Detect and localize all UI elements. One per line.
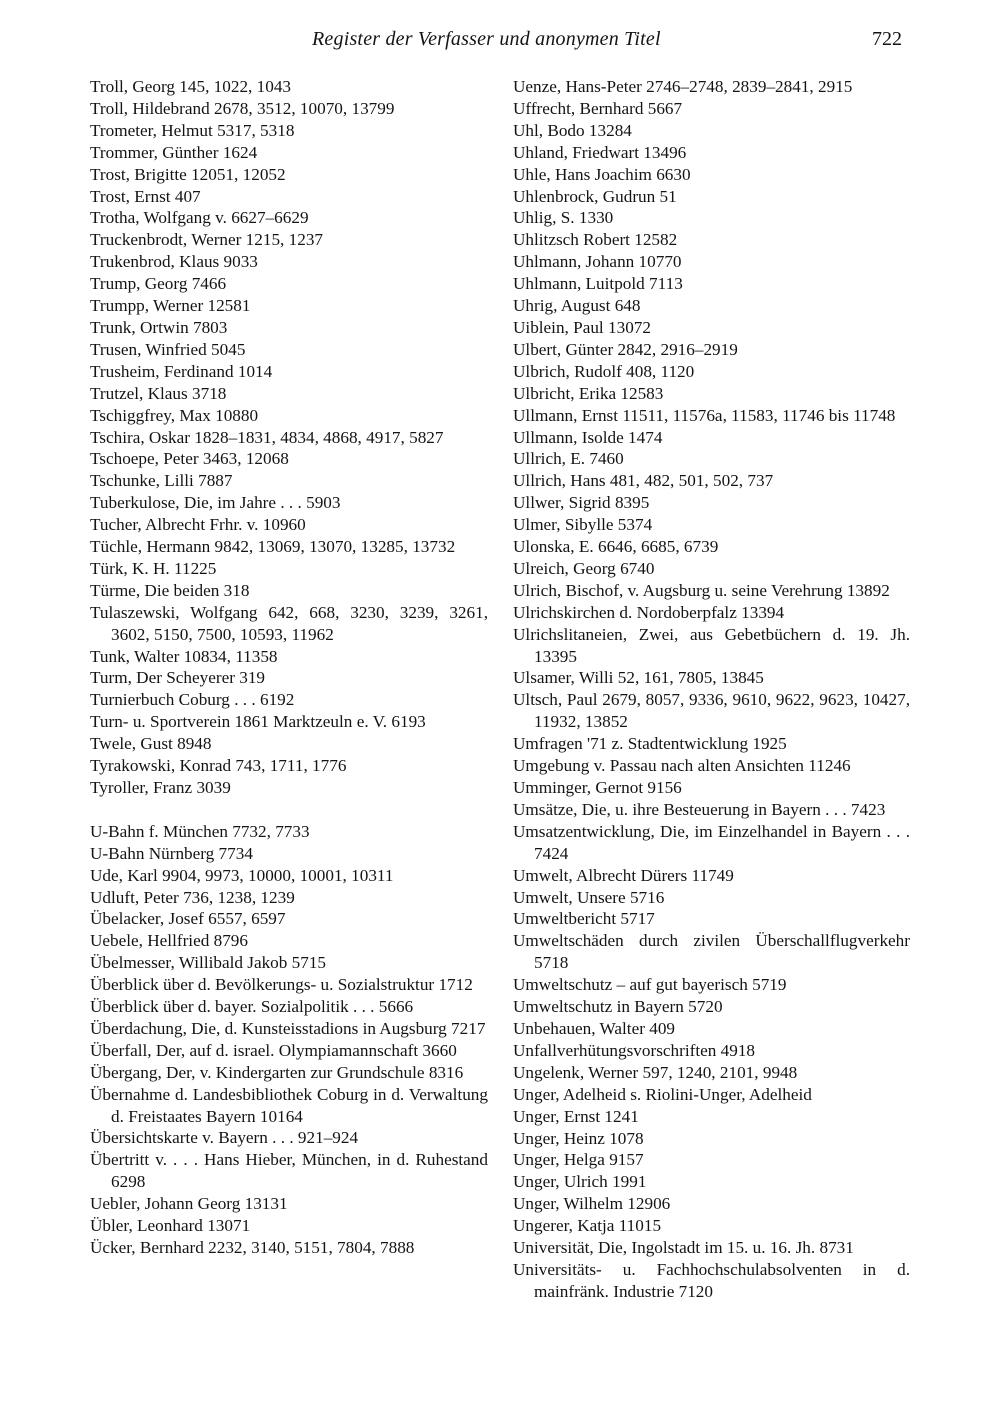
index-entry: Uhrig, August 648 xyxy=(513,296,641,316)
index-entry: U-Bahn f. München 7732, 7733 xyxy=(90,821,310,841)
index-entry: Umweltbericht 5717 xyxy=(513,909,655,929)
index-entry: Türk, K. H. 11225 xyxy=(90,558,217,578)
index-entry: Ullrich, E. 7460 xyxy=(513,449,624,469)
index-entry: Trunk, Ortwin 7803 xyxy=(90,317,228,337)
index-entry: Ungerer, Katja 11015 xyxy=(513,1216,662,1236)
index-entry: Uhlenbrock, Gudrun 51 xyxy=(513,186,677,206)
index-entry: Uhlig, S. 1330 xyxy=(513,208,614,228)
index-entry: Ulrichskirchen d. Nordoberpfalz 13394 xyxy=(513,602,785,622)
index-entry: Trost, Ernst 407 xyxy=(90,186,201,206)
right-column xyxy=(513,76,910,1303)
index-entry: Trutzel, Klaus 3718 xyxy=(90,383,227,403)
index-entry: Tschiggfrey, Max 10880 xyxy=(90,405,259,425)
page-header xyxy=(0,28,1000,58)
page-number: 722 xyxy=(872,28,902,50)
index-entry: Trumpp, Werner 12581 xyxy=(90,296,251,316)
index-entry: Unger, Adelheid s. Riolini-Unger, Adelheid xyxy=(513,1084,812,1104)
index-entry: Trotha, Wolfgang v. 6627–6629 xyxy=(90,208,309,228)
index-entry: Übelmesser, Willibald Jakob 5715 xyxy=(90,953,327,973)
index-entry: Uffrecht, Bernhard 5667 xyxy=(513,98,683,118)
index-entry: Trump, Georg 7466 xyxy=(90,274,227,294)
index-entry: Uhlitzsch Robert 12582 xyxy=(513,230,678,250)
index-entry: Troll, Hildebrand 2678, 3512, 10070, 13799 xyxy=(90,98,395,118)
index-entry: Ude, Karl 9904, 9973, 10000, 10001, 10311 xyxy=(90,865,394,885)
index-entry: U-Bahn Nürnberg 7734 xyxy=(90,843,253,863)
index-entry: Tyroller, Franz 3039 xyxy=(90,778,231,797)
index-entry: Übelacker, Josef 6557, 6597 xyxy=(90,909,286,929)
index-entry: Unbehauen, Walter 409 xyxy=(513,1018,676,1038)
index-entry: Ulmer, Sibylle 5374 xyxy=(513,515,653,535)
index-entry: Umwelt, Albrecht Dürers 11749 xyxy=(513,865,734,885)
index-entry: Ulrich, Bischof, v. Augsburg u. seine Verehrung 13892 xyxy=(513,580,890,600)
index-entry: Uebler, Johann Georg 13131 xyxy=(90,1194,288,1214)
running-title: Register der Verfasser und anonymen Titel xyxy=(312,28,661,50)
index-entry: Übertritt v. . . . Hans Hieber, München, in d. Ruhestand 6298 xyxy=(90,1150,488,1192)
index-entry: Turn- u. Sportverein 1861 Marktzeuln e. V. 6193 xyxy=(90,712,426,732)
index-entry: Ücker, Bernhard 2232, 3140, 5151, 7804, 7888 xyxy=(90,1238,415,1258)
index-entry: Tucher, Albrecht Frhr. v. 10960 xyxy=(90,515,306,535)
index-entry: Troll, Georg 145, 1022, 1043 xyxy=(90,77,292,96)
index-entry: Unger, Ernst 1241 xyxy=(513,1106,639,1126)
index-entry: Übergang, Der, v. Kindergarten zur Grundschule 8316 xyxy=(90,1062,464,1082)
index-entry: Uiblein, Paul 13072 xyxy=(513,317,651,337)
index-entry: Turnierbuch Coburg . . . 6192 xyxy=(90,690,295,710)
index-entry: Udluft, Peter 736, 1238, 1239 xyxy=(90,887,295,907)
index-entry: Umminger, Gernot 9156 xyxy=(513,778,682,797)
index-entry: Ullmann, Ernst 11511, 11576a, 11583, 11746 bis 11748 xyxy=(513,405,896,425)
index-entry: Umweltschutz in Bayern 5720 xyxy=(513,997,723,1017)
index-entry: Überdachung, Die, d. Kunsteisstadions in Augsburg 7217 xyxy=(90,1018,486,1038)
index-entry: Übersichtskarte v. Bayern . . . 921–924 xyxy=(90,1128,359,1148)
index-entry: Umsätze, Die, u. ihre Besteuerung in Bayern . . . 7423 xyxy=(513,799,886,819)
index-entry: Überblick über d. bayer. Sozialpolitik . . . 5666 xyxy=(90,997,414,1017)
index-entry: Tulaszewski, Wolfgang 642, 668, 3230, 3239, 3261, 3602, 5150, 7500, 10593, 11962 xyxy=(90,602,488,644)
index-entry: Universität, Die, Ingolstadt im 15. u. 16. Jh. 8731 xyxy=(513,1238,854,1258)
index-entry: Trusen, Winfried 5045 xyxy=(90,339,246,359)
index-entry: Unfallverhütungsvorschriften 4918 xyxy=(513,1040,756,1060)
index-entry: Umwelt, Unsere 5716 xyxy=(513,887,665,907)
index-entry: Tschunke, Lilli 7887 xyxy=(90,471,233,491)
index-entry: Ullwer, Sigrid 8395 xyxy=(513,493,650,513)
index-entry: Tunk, Walter 10834, 11358 xyxy=(90,646,278,666)
index-entry: Umweltschäden durch zivilen Überschallflugverkehr 5718 xyxy=(513,931,910,973)
index-entry: Trusheim, Ferdinand 1014 xyxy=(90,361,273,381)
index-entry: Turm, Der Scheyerer 319 xyxy=(90,668,266,688)
index-entry: Uhle, Hans Joachim 6630 xyxy=(513,164,691,184)
index-entry: Ulbert, Günter 2842, 2916–2919 xyxy=(513,339,738,359)
index-entry: Truckenbrodt, Werner 1215, 1237 xyxy=(90,230,324,250)
index-entry: Ulonska, E. 6646, 6685, 6739 xyxy=(513,537,719,557)
index-entry: Uenze, Hans-Peter 2746–2748, 2839–2841, 2915 xyxy=(513,77,853,96)
index-entry: Umfragen '71 z. Stadtentwicklung 1925 xyxy=(513,734,787,754)
index-entry: Überfall, Der, auf d. israel. Olympiamannschaft 3660 xyxy=(90,1040,457,1060)
index-entry: Uebele, Hellfried 8796 xyxy=(90,931,248,951)
index-entry: Umsatzentwicklung, Die, im Einzelhandel in Bayern . . . 7424 xyxy=(513,821,910,863)
index-entry: Ulsamer, Willi 52, 161, 7805, 13845 xyxy=(513,668,764,688)
index-entry: Übler, Leonhard 13071 xyxy=(90,1216,251,1236)
index-entry: Universitäts- u. Fachhochschulabsolventen in d. mainfränk. Industrie 7120 xyxy=(513,1259,910,1301)
index-entry: Unger, Wilhelm 12906 xyxy=(513,1194,671,1214)
index-entry: Ullmann, Isolde 1474 xyxy=(513,427,663,447)
index-entry: Ultsch, Paul 2679, 8057, 9336, 9610, 9622, 9623, 10427, 11932, 13852 xyxy=(513,690,910,732)
index-entry: Uhl, Bodo 13284 xyxy=(513,120,632,140)
index-entry: Tschoepe, Peter 3463, 12068 xyxy=(90,449,289,469)
index-entry: Tyrakowski, Konrad 743, 1711, 1776 xyxy=(90,756,347,776)
index-entry: Uhland, Friedwart 13496 xyxy=(513,142,687,162)
index-entry: Unger, Heinz 1078 xyxy=(513,1128,644,1148)
index-entry: Ungelenk, Werner 597, 1240, 2101, 9948 xyxy=(513,1062,798,1082)
index-entry: Tüchle, Hermann 9842, 13069, 13070, 13285, 13732 xyxy=(90,537,456,557)
index-entry: Umgebung v. Passau nach alten Ansichten 11246 xyxy=(513,756,851,776)
index-entry: Uhlmann, Luitpold 7113 xyxy=(513,274,683,294)
index-entry: Trukenbrod, Klaus 9033 xyxy=(90,252,258,272)
index-entry: Ulrichslitaneien, Zwei, aus Gebetbüchern d. 19. Jh. 13395 xyxy=(513,624,910,666)
index-entry: Twele, Gust 8948 xyxy=(90,734,212,754)
index-entry: Übernahme d. Landesbibliothek Coburg in d. Verwaltung d. Freistaates Bayern 10164 xyxy=(90,1084,488,1126)
index-entry: Ulreich, Georg 6740 xyxy=(513,558,655,578)
index-entry: Uhlmann, Johann 10770 xyxy=(513,252,682,272)
index-entry: Unger, Ulrich 1991 xyxy=(513,1172,647,1192)
section-gap xyxy=(90,799,488,821)
index-entry: Türme, Die beiden 318 xyxy=(90,580,250,600)
index-entry: Überblick über d. Bevölkerungs- u. Sozialstruktur 1712 xyxy=(90,975,473,995)
index-entry: Ulbricht, Erika 12583 xyxy=(513,383,664,403)
index-entry: Trometer, Helmut 5317, 5318 xyxy=(90,120,295,140)
index-entry: Trost, Brigitte 12051, 12052 xyxy=(90,164,286,184)
index-entry: Tuberkulose, Die, im Jahre . . . 5903 xyxy=(90,493,341,513)
index-entry: Tschira, Oskar 1828–1831, 4834, 4868, 4917, 5827 xyxy=(90,427,444,447)
index-entry: Umweltschutz – auf gut bayerisch 5719 xyxy=(513,975,787,995)
index-entry: Trommer, Günther 1624 xyxy=(90,142,258,162)
index-entry: Ulbrich, Rudolf 408, 1120 xyxy=(513,361,695,381)
index-entry: Ullrich, Hans 481, 482, 501, 502, 737 xyxy=(513,471,774,491)
left-column xyxy=(90,76,488,1259)
index-entry: Unger, Helga 9157 xyxy=(513,1150,644,1170)
